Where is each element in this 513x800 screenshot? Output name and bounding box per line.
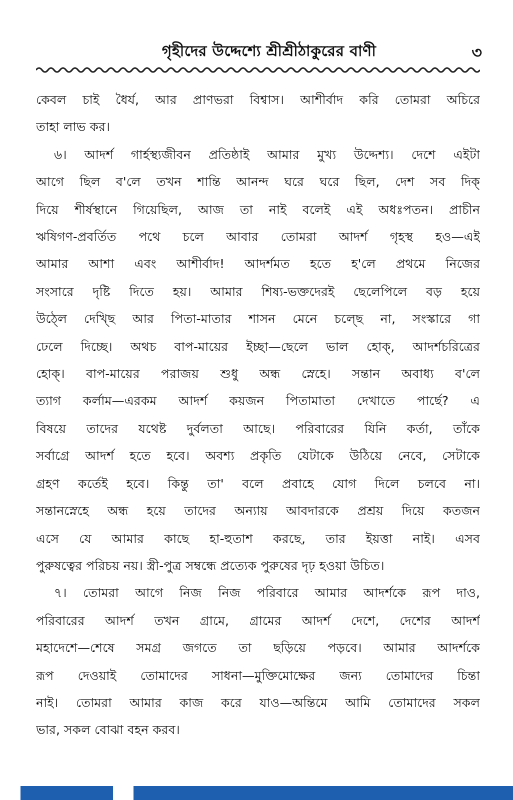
paragraph-7-start: ৭। তোমরা আগে নিজ নিজ পরিবারে আমার আদর্শকে রূপ দাও, [54, 585, 480, 601]
paragraph-6-start: ৬। আদর্শ গার্হস্থ্যজীবন প্রতিষ্ঠাই আমার মুখ্য উদ্দেশ্য। দেশে এইটা [54, 146, 480, 162]
text-line: কেবল চাই ধৈর্য, আর প্রাণভরা বিশ্বাস। আশীর্বাদ করি তোমরা অচিরে [36, 92, 480, 107]
text-line: গ্রহণ কর্তেই হবে। কিন্তু তা' বলে প্রবাহে যোগ দিলে চলবে না। [36, 475, 480, 491]
running-head: গৃহীদের উদ্দেশ্যে শ্রীশ্রীঠাকুরের বাণী [161, 42, 377, 60]
text-line: দিয়ে শীর্ষস্থানে গিয়েছিল, আজ তা নাই বলেই এই অধঃপতন। প্রাচীন [36, 201, 480, 217]
text-line: আগে ছিল ব'লে তখন শান্তি আনন্দ ঘরে ঘরে ছিল, দেশ সব দিক্ [36, 174, 480, 190]
page-number: ৩ [471, 43, 482, 62]
footer-band [0, 786, 513, 800]
text-line: ভার, সকল বোঝা বহন করব। [36, 722, 180, 738]
text-line: পরিবারের আদর্শ তখন গ্রামে, গ্রামের আদর্শ দেশে, দেশের আদর্শ [36, 612, 480, 628]
text-line: পুরুষত্বের পরিচয় নয়। স্ত্রী-পুত্র সম্বন্ধে প্রত্যেক পুরুষের দৃঢ় হওয়া উচিত। [36, 557, 385, 573]
body-text [36, 86, 480, 744]
wavy-rule-divider [36, 66, 480, 74]
text-line: ত্যাগ কর্লাম—এরকম আদর্শ কয়জন পিতামাতা দেখাতে পার্ছে? এ [36, 393, 480, 409]
page-header [36, 36, 482, 62]
text-line: তাহা লাভ কর। [36, 119, 111, 135]
text-line: ঢেলে দিচ্ছে। অথচ বাপ-মায়ের ইচ্ছা—ছেলে ভাল হোক্, আদর্শচরিত্রের [36, 338, 480, 354]
text-line: রূপ দেওয়াই তোমাদের সাধনা—মুক্তিমোক্ষের জন্য তোমাদের চিন্তা [36, 667, 480, 683]
text-line: হোক্। বাপ-মায়ের পরাজয় শুধু অন্ধ স্নেহে। সন্তান অবাধ্য ব'লে [36, 366, 480, 382]
text-line: ঋষিগণ-প্রবর্তিত পথে চলে আবার তোমরা আদর্শ গৃহস্থ হও—এই [36, 229, 480, 245]
text-line: উঠ্লে দেখ্ছি আর পিতা-মাতার শাসন মেনে চল্ছে না, সংস্কারে গা [36, 311, 480, 327]
text-line: সংসারে দৃষ্টি দিতে হয়। আমার শিষ্য-ভক্তদেরই ছেলেপিলে বড় হয়ে [36, 283, 480, 299]
text-line: মহাদেশে—শেষে সমগ্র জগতে তা ছড়িয়ে পড়বে। আমার আদর্শকে [36, 640, 480, 656]
text-line: বিষয়ে তাদের যথেষ্ট দুর্বলতা আছে। পরিবারের যিনি কর্তা, তাঁকে [36, 420, 480, 436]
text-line: এসে যে আমার কাছে হা-হুতাশ করছে, তার ইয়ত্তা নাই। এসব [36, 530, 480, 546]
text-line: নাই। তোমরা আমার কাজ করে যাও—অন্তিমে আমি তোমাদের সকল [36, 694, 480, 710]
text-line: সন্তানস্নেহে অন্ধ হয়ে তাদের অন্যায় আবদারকে প্রশ্রয় দিয়ে কতজন [36, 503, 480, 519]
text-line: সর্বাগ্রে আদর্শ হতে হবে। অবশ্য প্রকৃতি যেটাকে উঠিয়ে নেবে, সেটাকে [36, 448, 480, 464]
text-line: আমার আশা এবং আশীর্বাদ! আদর্শমত হতে হ'লে প্রথমে নিজের [36, 256, 480, 272]
